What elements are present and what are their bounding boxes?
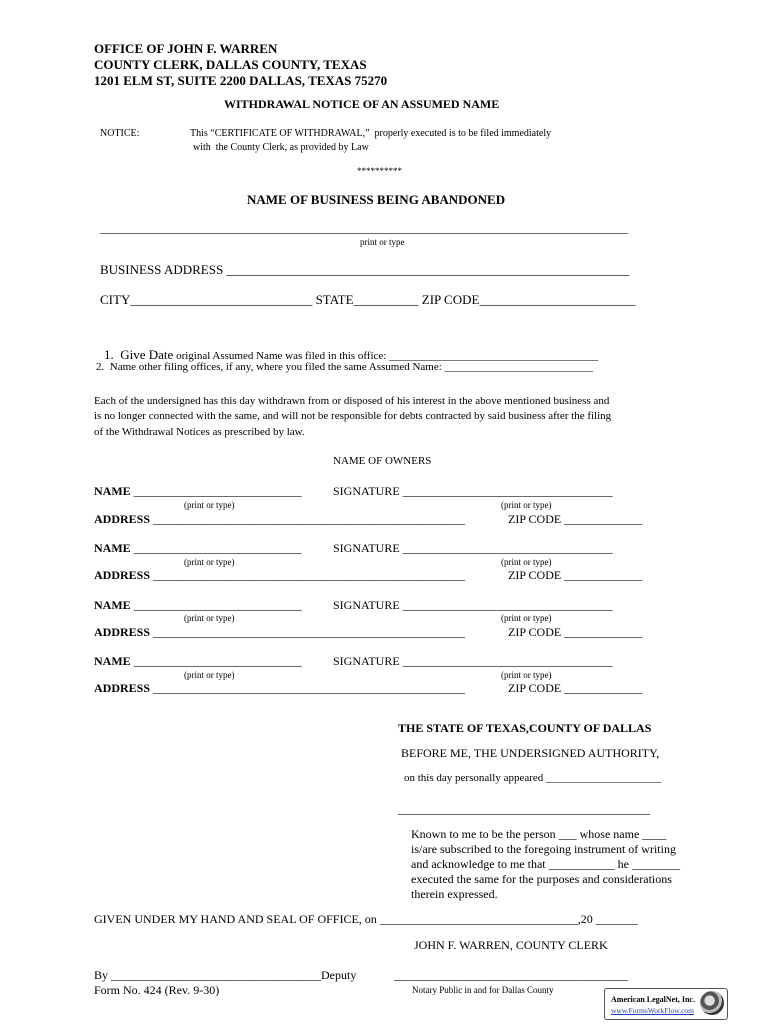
notary-known-line-5: therein expressed. [411,887,498,901]
question-1-prefix: 1. Give Date [104,347,174,362]
publisher-logo [604,988,728,1020]
owner-address-label: ADDRESS [94,568,151,582]
publisher-name: American LegalNet, Inc. [611,995,695,1004]
owner-name-field[interactable] [94,485,302,497]
statement-line-2: is no longer connected with the same, and will not be responsible for debts contracted by said business after the filing [94,410,612,422]
owner-name-line: ____________________________ [130,484,302,498]
owner-signature-hint: (print or type) [501,557,552,567]
owners-heading: NAME OF OWNERS [333,455,432,467]
globe-icon [700,991,724,1015]
office-address: 1201 ELM ST, SUITE 2200 DALLAS, TEXAS 75270 [94,73,388,88]
question-2[interactable]: 2. Name other filing offices, if any, where you filed the same Assumed Name: ___________________________ [96,361,594,373]
owner-name-line: ____________________________ [130,541,302,555]
notary-known-line-2: is/are subscribed to the foregoing instrument of writing [411,842,676,856]
deputy-field[interactable]: By ___________________________________Deputy [94,968,357,982]
owner-zip-field[interactable]: ZIP CODE _____________ [508,512,643,526]
owner-signature-field[interactable] [333,655,613,667]
owner-address-field[interactable] [94,569,465,581]
county-title: COUNTY CLERK, DALLAS COUNTY, TEXAS [94,57,367,72]
owner-address-field[interactable] [94,626,465,638]
notary-caption: Notary Public in and for Dallas County [412,985,554,995]
notary-known-line-1[interactable]: Known to me to be the person ___ whose name ____ [411,827,667,841]
owner-signature-line: ___________________________________ [399,541,613,555]
owner-name-line: ____________________________ [130,654,302,668]
owner-address-label: ADDRESS [94,681,151,695]
statement-line-3: of the Withdrawal Notices as prescribed by law. [94,426,305,438]
given-under-hand-field[interactable]: GIVEN UNDER MY HAND AND SEAL OF OFFICE, on _________________________________,20 _______ [94,912,638,926]
question-1[interactable] [96,331,598,363]
owner-name-hint: (print or type) [184,500,235,510]
business-heading: NAME OF BUSINESS BEING ABANDONED [247,192,506,207]
owner-address-line: ____________________________________________________ [150,681,466,695]
owner-name-label: NAME [94,598,131,612]
notice-label: NOTICE: [100,128,140,139]
owner-name-line: ____________________________ [130,598,302,612]
owner-address-line: ____________________________________________________ [150,512,466,526]
owner-address-line: ____________________________________________________ [150,568,466,582]
publisher-link[interactable]: www.FormsWorkFlow.com [611,1006,695,1015]
statement-line-1: Each of the undersigned has this day withdrawn from or disposed of his interest in the above mentioned business and [94,395,610,407]
business-name-hint: print or type [360,237,405,247]
owner-signature-line: ___________________________________ [399,484,613,498]
notice-line-1: This “CERTIFICATE OF WITHDRAWAL,” properly executed is to be filed immediately [190,128,552,139]
business-name-field[interactable]: ________________________________________________________________________________________ [100,221,628,235]
owner-address-label: ADDRESS [94,625,151,639]
form-number: Form No. 424 (Rev. 9-30) [94,983,220,997]
notary-signature-field[interactable]: _______________________________________ [394,968,628,982]
owner-address-label: ADDRESS [94,512,151,526]
owner-name-label: NAME [94,541,131,555]
owner-signature-line: ___________________________________ [399,598,613,612]
owner-signature-field[interactable] [333,599,613,611]
owner-name-label: NAME [94,654,131,668]
notary-state-county: THE STATE OF TEXAS,COUNTY OF DALLAS [398,721,652,735]
notary-known-line-3[interactable]: and acknowledge to me that ___________ he ________ [411,857,680,871]
owner-zip-field[interactable]: ZIP CODE _____________ [508,568,643,582]
owner-name-field[interactable] [94,542,302,554]
owner-name-field[interactable] [94,655,302,667]
notary-appeared-field[interactable]: on this day personally appeared _____________________ [404,772,662,784]
question-1-text: original Assumed Name was filed in this office: ______________________________________ [173,350,599,362]
owner-name-hint: (print or type) [184,557,235,567]
office-title: OFFICE OF JOHN F. WARREN [94,41,278,56]
owner-signature-label: SIGNATURE [333,598,400,612]
notary-before-me: BEFORE ME, THE UNDERSIGNED AUTHORITY, [401,746,660,760]
owner-name-label: NAME [94,484,131,498]
owner-signature-label: SIGNATURE [333,484,400,498]
clerk-name: JOHN F. WARREN, COUNTY CLERK [414,938,608,952]
owner-name-hint: (print or type) [184,670,235,680]
owner-address-field[interactable] [94,513,465,525]
owner-name-hint: (print or type) [184,613,235,623]
owner-signature-hint: (print or type) [501,500,552,510]
owner-signature-field[interactable] [333,542,613,554]
owner-zip-field[interactable]: ZIP CODE _____________ [508,681,643,695]
form-title: WITHDRAWAL NOTICE OF AN ASSUMED NAME [224,97,500,111]
notary-name-field[interactable]: __________________________________________ [398,802,650,816]
owner-signature-line: ___________________________________ [399,654,613,668]
notice-line-2: with the County Clerk, as provided by Law [193,142,369,153]
notary-known-line-4: executed the same for the purposes and considerations [411,872,672,886]
business-address-field[interactable]: BUSINESS ADDRESS ______________________________________________________________ [100,262,630,277]
notice-separator: ********** [357,166,402,176]
owner-address-line: ____________________________________________________ [150,625,466,639]
owner-zip-field[interactable]: ZIP CODE _____________ [508,625,643,639]
owner-signature-field[interactable] [333,485,613,497]
owner-signature-label: SIGNATURE [333,654,400,668]
owner-address-field[interactable] [94,682,465,694]
owner-signature-label: SIGNATURE [333,541,400,555]
owner-signature-hint: (print or type) [501,670,552,680]
city-state-zip-field[interactable]: CITY____________________________ STATE__________ ZIP CODE________________________ [100,292,636,307]
owner-name-field[interactable] [94,599,302,611]
owner-signature-hint: (print or type) [501,613,552,623]
